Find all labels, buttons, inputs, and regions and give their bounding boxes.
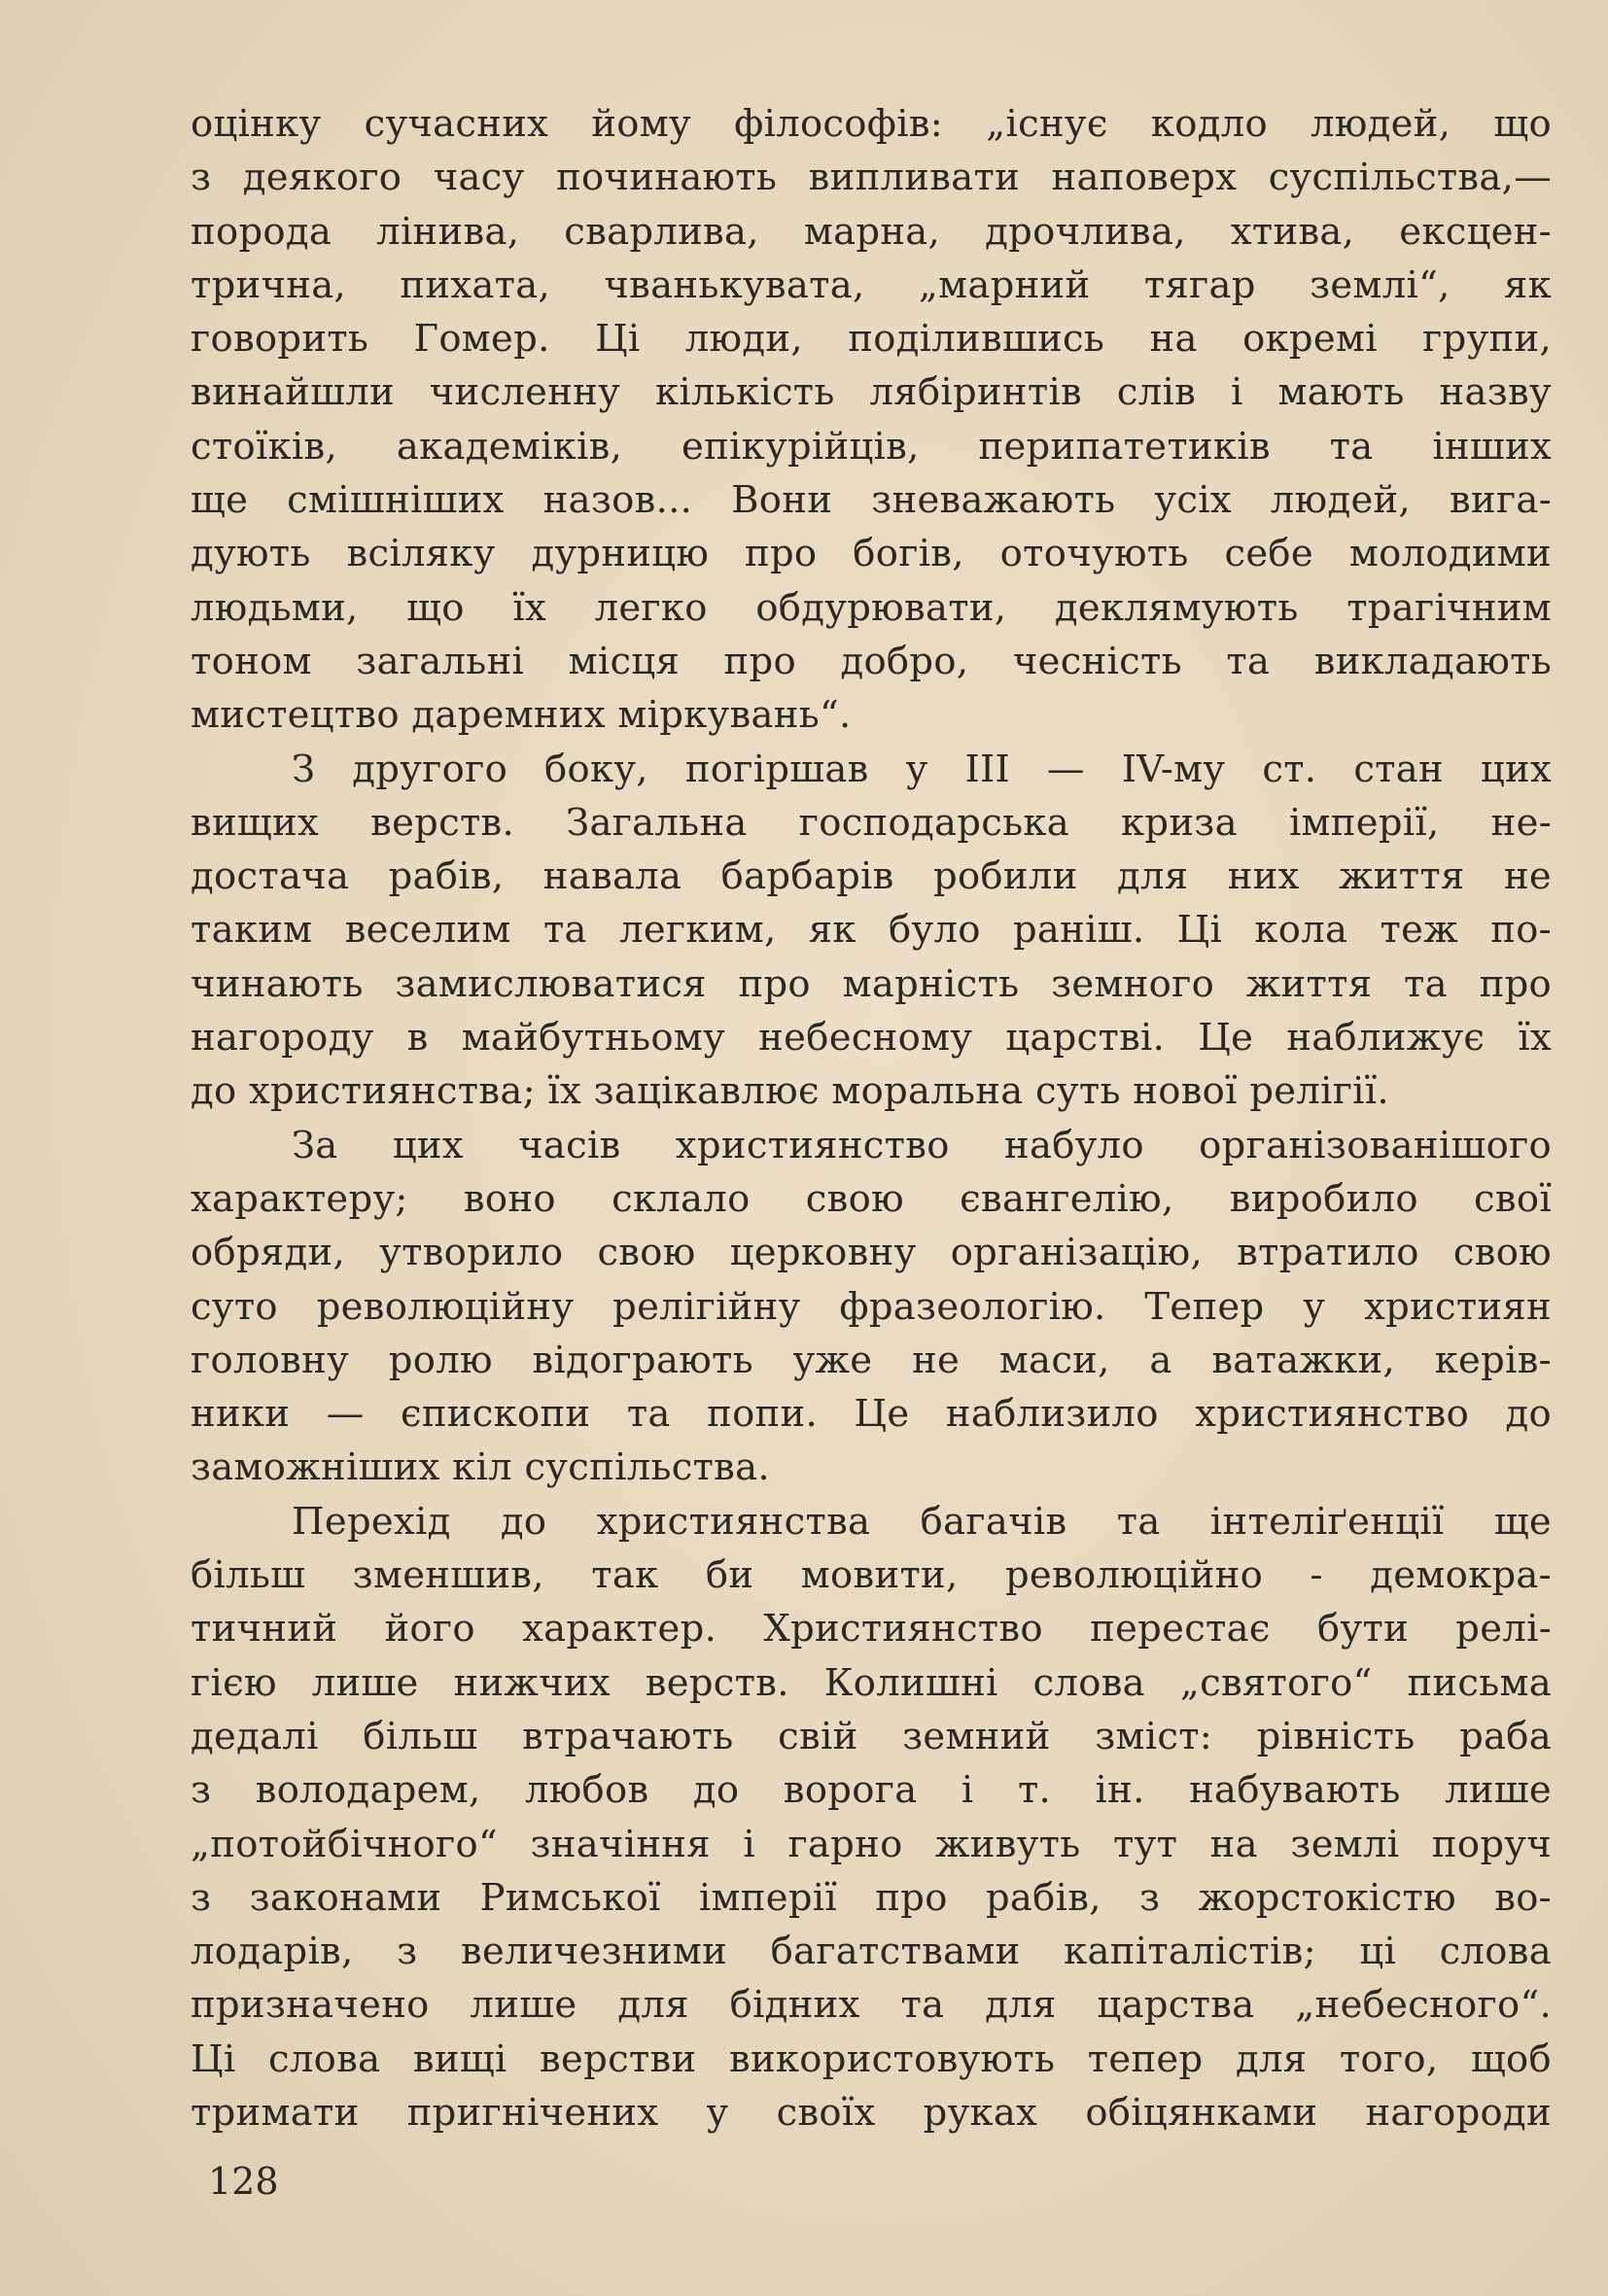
- paragraph-4: [191, 1495, 1552, 2140]
- paragraph-1: [191, 97, 1552, 743]
- text-line: трична, пихата, чванькувата, „марний тягар землі“, як: [191, 262, 1552, 307]
- text-line: ще смішніших назов... Вони зневажають усіх людей, вига-: [191, 478, 1552, 523]
- text-line: заможніших кіл суспільства.: [191, 1445, 770, 1490]
- text-line: тримати пригнічених у своїх руках обіцянками нагороди: [191, 2090, 1552, 2135]
- text-line: За цих часів християнство набуло організованішого: [292, 1123, 1552, 1167]
- page-number: 128: [208, 2160, 279, 2203]
- text-line: достача рабів, навала барбарів робили для них життя не: [191, 854, 1552, 899]
- text-line: нагороду в майбутньому небесному царстві. Це наближує їх: [191, 1016, 1552, 1061]
- text-line: дедалі більш втрачають свій земний зміст: рівність раба: [191, 1714, 1552, 1758]
- text-line: тичний його характер. Християнство перестає бути релі-: [191, 1607, 1552, 1652]
- text-line: головну ролю відограють уже не маси, а ватажки, керів-: [191, 1338, 1552, 1382]
- text-line: людьми, що їх легко обдурювати, деклямують трагічним: [191, 585, 1552, 630]
- paragraph-2: [191, 743, 1552, 1119]
- text-line: З другого боку, погіршав у III — IV-му ст. стан цих: [292, 747, 1552, 791]
- text-line: більш зменшив, так би мовити, революційно - демокра-: [191, 1553, 1552, 1598]
- text-line: стоїків, академіків, епікурійців, перипатетиків та інших: [191, 424, 1552, 469]
- text-line: з деякого часу починають випливати наповерх суспільства,—: [191, 156, 1552, 200]
- text-line: призначено лише для бідних та для царства „небесного“.: [191, 1983, 1552, 2028]
- paragraph-3: [191, 1119, 1552, 1495]
- text-line: до християнства; їх зацікавлює моральна суть нової релігії.: [191, 1069, 1389, 1114]
- text-line: вищих верств. Загальна господарська криза імперії, не-: [191, 800, 1552, 845]
- text-line: чинають замислюватися про марність земного життя та про: [191, 961, 1552, 1006]
- text-line: обряди, утворило свою церковну організацію, втратило свою: [191, 1231, 1552, 1275]
- text-line: говорить Гомер. Ці люди, поділившись на окремі групи,: [191, 317, 1552, 362]
- text-line: оцінку сучасних йому філософів: „існує кодло людей, що: [191, 102, 1552, 146]
- text-line: ники — єпископи та попи. Це наблизило християнство до: [191, 1392, 1552, 1437]
- text-line: гією лише нижчих верств. Колишні слова „святого“ письма: [191, 1660, 1552, 1705]
- text-line: таким веселим та легким, як було раніш. Ці кола теж по-: [191, 908, 1552, 953]
- text-line: порода лінива, сварлива, марна, дрочлива, хтива, ексцен-: [191, 209, 1552, 254]
- text-line: дують всіляку дурницю про богів, оточують себе молодими: [191, 532, 1552, 576]
- text-line: характеру; воно склало свою євангелію, виробило свої: [191, 1176, 1552, 1221]
- text-line: тоном загальні місця про добро, чесність та викладають: [191, 639, 1552, 683]
- text-line: лодарів, з величезними багатствами капіталістів; ці слова: [191, 1930, 1552, 1974]
- text-line: винайшли численну кількість лябіринтів слів і мають назву: [191, 370, 1552, 415]
- text-line: „потойбічного“ значіння і гарно живуть тут на землі поруч: [191, 1822, 1552, 1866]
- body-text: [191, 97, 1552, 2139]
- text-line: мистецтво даремних міркувань“.: [191, 693, 852, 738]
- text-line: суто революційну релігійну фразеологію. Тепер у християн: [191, 1284, 1552, 1329]
- text-line: Ці слова вищі верстви використовують тепер для того, щоб: [191, 2036, 1552, 2081]
- text-line: з законами Римської імперії про рабів, з жорстокістю во-: [191, 1875, 1552, 1920]
- text-line: з володарем, любов до ворога і т. ін. набувають лише: [191, 1768, 1552, 1813]
- text-line: Перехід до християнства багачів та інтеліґенції ще: [292, 1499, 1552, 1544]
